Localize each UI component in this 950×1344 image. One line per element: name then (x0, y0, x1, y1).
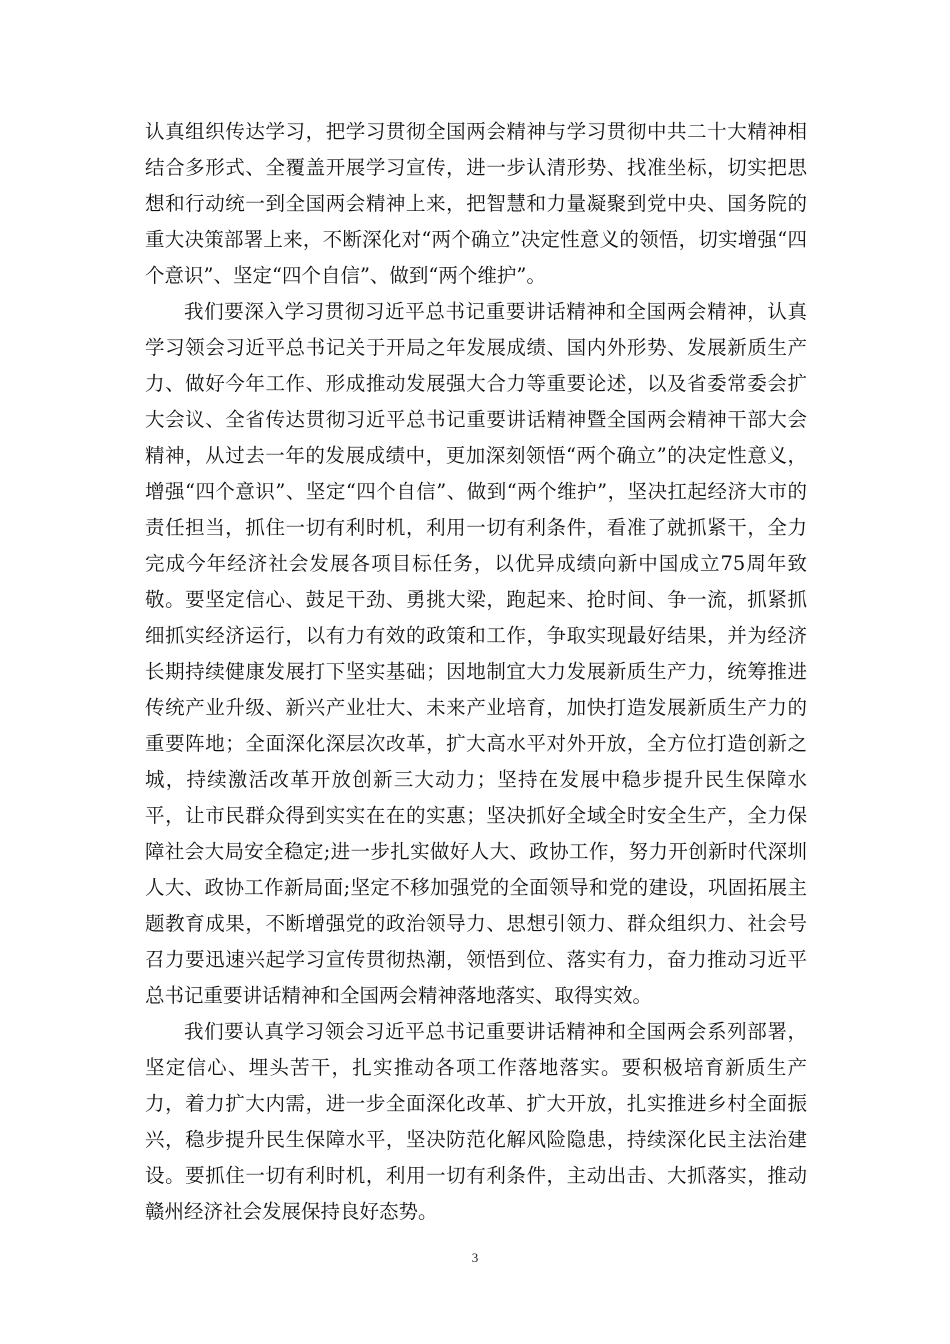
paragraph-1: 认真组织传达学习，把学习贯彻全国两会精神与学习贯彻中共二十大精神相结合多形式、全覆盖开展学习宣传，进一步认清形势、找准坐标，切实把思想和行动统一到全国两会精神上来，把智慧和力量凝聚到党中央、国务院的重大决策部署上来，不断深化对“两个确立”决定性意义的领悟，切实增强“四个意识”、坚定“四个自信”、做到“两个维护”。 (145, 120, 807, 287)
paragraph-3: 我们要认真学习领会习近平总书记重要讲话精神和全国两会系列部署，坚定信心、埋头苦干，扎实推动各项工作落地落实。要积极培育新质生产力，着力扩大内需，进一步全面深化改革、扩大开放，扎实推进乡村全面振兴，稳步提升民生保障水平，坚决防范化解风险隐患，持续深化民主法治建设。要抓住一切有利时机，利用一切有利条件，主动出击、大抓落实，推动赣州经济社会发展保持良好态势。 (145, 1020, 807, 1223)
paragraph-2: 我们要深入学习贯彻习近平总书记重要讲话精神和全国两会精神，认真学习领会习近平总书记关于开局之年发展成绩、国内外形势、发展新质生产力、做好今年工作、形成推动发展强大合力等重要论述，以及省委常委会扩大会议、全省传达贯彻习近平总书记重要讲话精神暨全国两会精神干部大会精神，从过去一年的发展成绩中，更加深刻领悟“两个确立”的决定性意义，增强“四个意识”、坚定“四个自信”、做到“两个维护”，坚决扛起经济大市的责任担当，抓住一切有利时机，利用一切有利条件，看准了就抓紧干，全力完成今年经济社会发展各项目标任务，以优异成绩向新中国成立75周年致敬。要坚定信心、鼓足干劲、勇挑大梁，跑起来、抢时间、争一流，抓紧抓细抓实经济运行，以有力有效的政策和工作，争取实现最好结果，并为经济长期持续健康发展打下坚实基础；因地制宜大力发展新质生产力，统筹推进传统产业升级、新兴产业壮大、未来产业培育，加快打造发展新质生产力的重要阵地；全面深化深层次改革，扩大高水平对外开放，全方位打造创新之城，持续激活改革开放创新三大动力；坚持在发展中稳步提升民生保障水平，让市民群众得到实实在在的实惠；坚决抓好全域全时安全生产，全力保障社会大局安全稳定;进一步扎实做好人大、政协工作，努力开创新时代深圳人大、政协工作新局面;坚定不移加强党的全面领导和党的建设，巩固拓展主题教育成果，不断增强党的政治领导力、思想引领力、群众组织力、社会号召力要迅速兴起学习宣传贯彻热潮，领悟到位、落实有力，奋力推动习近平总书记重要讲话精神和全国两会精神落地落实、取得实效。 (145, 300, 807, 1007)
document-body (145, 114, 807, 1230)
page-number: 3 (471, 1250, 479, 1265)
